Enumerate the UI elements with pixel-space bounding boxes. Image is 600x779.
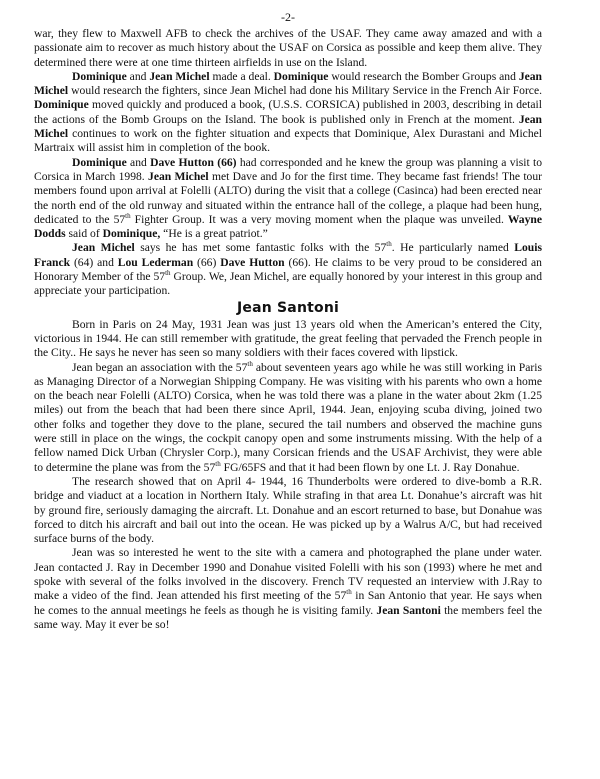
name: Jean Michel: [34, 112, 542, 141]
name: Louis Franck: [34, 241, 542, 269]
paragraph-visit: [34, 156, 542, 242]
paragraph-honorary: [34, 241, 542, 298]
superscript: th: [215, 459, 221, 468]
page-number: -2-: [281, 10, 295, 24]
text: Jean began an association with the 57: [72, 360, 248, 374]
text: would research the fighters, since Jean Michel had done his Military Service in the French Air Force.: [68, 84, 542, 98]
superscript: th: [386, 240, 392, 249]
text: (64) and: [70, 255, 118, 269]
name: Dominique,: [102, 227, 161, 241]
text: The research showed that on April 4- 1944, 16 Thunderbolts were ordered to dive-bomb a R.R. bridge and viaduct at a location in Northern Italy. While strafing in that area Lt. Donahue’s aircraft was hit by ground fire, seriously damaging the aircraft. Lt. Donahue and an escort returned to base, but Donahue was forced to ditch his aircraft and bail out into the ocean. He was picked up by a Walrus A/C, but had received surface burns of the body.: [34, 474, 542, 546]
name: Dave Hutton: [220, 255, 285, 269]
section-title: Jean Santoni: [237, 299, 339, 316]
text: says he has met some fantastic folks with the 57: [134, 241, 387, 255]
text: war, they flew to Maxwell AFB to check the archives of the USAF. They came away amazed and with a passionate aim to recover as much history about the USAF on Corsica as possible and keep them alive. They determined there were at one time thirteen airfields in use on the Island.: [34, 27, 542, 69]
text: “He is a great patriot.”: [160, 227, 268, 241]
text: about seventeen years ago while he was still working in Paris as Managing Director of a Norwegian Shipping Company. He was visiting with his parents who own a home on the beach near Folelli (ALTO) Corsica, when he was told there was a plane in the water about 2km (1.25 miles) out from the beach that had been there since April, 1944. Jean, enjoying scuba diving, joined two other folks and together they dove to the plane, secured the tail numbers and observed the machine guns were still in place on the wings, the cockpit canopy open and some instruments missing. With the help of a fellow named Dick Urban (Chrysler Corp.), many Corsican friends and the USAF Archivist, they were able to determine the plane was from the 57: [34, 360, 542, 474]
text: the members feel the same way. May it ever be so!: [34, 603, 542, 631]
text: Born in Paris on 24 May, 1931 Jean was just 13 years old when the American’s entered the City, victorious in 1944. He can still remember with gratitude, the great feeling that pervaded the French people in the City.. He says he never has seen so many soldiers with their faces covered with lipstick.: [34, 317, 542, 360]
name: Dominique: [34, 98, 89, 112]
name: Wayne Dodds: [34, 212, 542, 241]
text: and: [126, 69, 150, 83]
name: Jean Santoni: [376, 603, 441, 617]
name: Dave Hutton (66): [150, 155, 237, 169]
text: and: [126, 155, 151, 169]
superscript: th: [165, 269, 171, 278]
superscript: th: [125, 212, 131, 220]
name: Dominique: [273, 69, 329, 83]
superscript: th: [247, 359, 253, 368]
paragraph-association: [34, 361, 542, 475]
text: (66). He claims to be very proud to be considered an Honorary Member of the 57: [34, 255, 542, 284]
name: Jean Michel: [148, 169, 209, 183]
text: moved quickly and produced a book, (U.S.S. CORSICA) published in 2003, describing in detail the actions of the Bomb Groups on the Island. The book is published only in French at the moment.: [34, 98, 542, 126]
text: (66): [193, 255, 221, 269]
text: would research the Bomber Groups and: [328, 69, 519, 83]
text: continues to work on the fighter situation and expects that Dominique, Alex Durastani and Michel Martraix will assist him in completion of the book.: [34, 127, 542, 155]
text: FG/65FS and that it had been flown by one Lt. J. Ray Donahue.: [220, 460, 520, 474]
text: had corresponded and he knew the group was planning a visit to Corsica in March 1998.: [34, 155, 542, 183]
name: Dominique: [72, 69, 127, 83]
text: Group. We, Jean Michel, are equally honored by your interest in this group and appreciate your participation.: [34, 270, 542, 298]
text: made a deal.: [209, 69, 274, 83]
name: Dominique: [72, 155, 127, 169]
paragraph-archives: [34, 27, 542, 70]
name: Jean Michel: [149, 69, 210, 83]
paragraph-research: [34, 475, 542, 546]
name: Jean Michel: [72, 241, 135, 255]
text: . He particularly named: [391, 241, 515, 255]
text: in San Antonio that year. He says when he comes to the annual meetings he feels as though he is visiting family.: [34, 589, 542, 617]
text: said of: [65, 227, 103, 241]
paragraph-deal: [34, 70, 542, 156]
name: Lou Lederman: [117, 255, 194, 269]
superscript: th: [346, 588, 352, 597]
text: Fighter Group. It was a very moving moment when the plaque was unveiled.: [130, 212, 508, 226]
paragraph-interest: [34, 546, 542, 632]
text: met Dave and Jo for the first time. They became fast friends! The tour members found upon arrival at Folelli (ALTO) during the visit that a college (Casinca) had been erected near the north end of the old runway and situated within the entrance hall of the college, a plaque had been hung, dedicated to the 57: [34, 169, 542, 226]
paragraph-born: [34, 318, 542, 361]
name: Jean Michel: [34, 69, 542, 98]
text: Jean was so interested he went to the site with a camera and photographed the plane under water. Jean contacted J. Ray in December 1990 and Donahue visited Folelli with his son (1993) where he met and spoke with several of the folks involved in the discovery. French TV requested an interview with J.Ray to make a video of the find. Jean attended his first meeting of the 57: [34, 546, 542, 603]
